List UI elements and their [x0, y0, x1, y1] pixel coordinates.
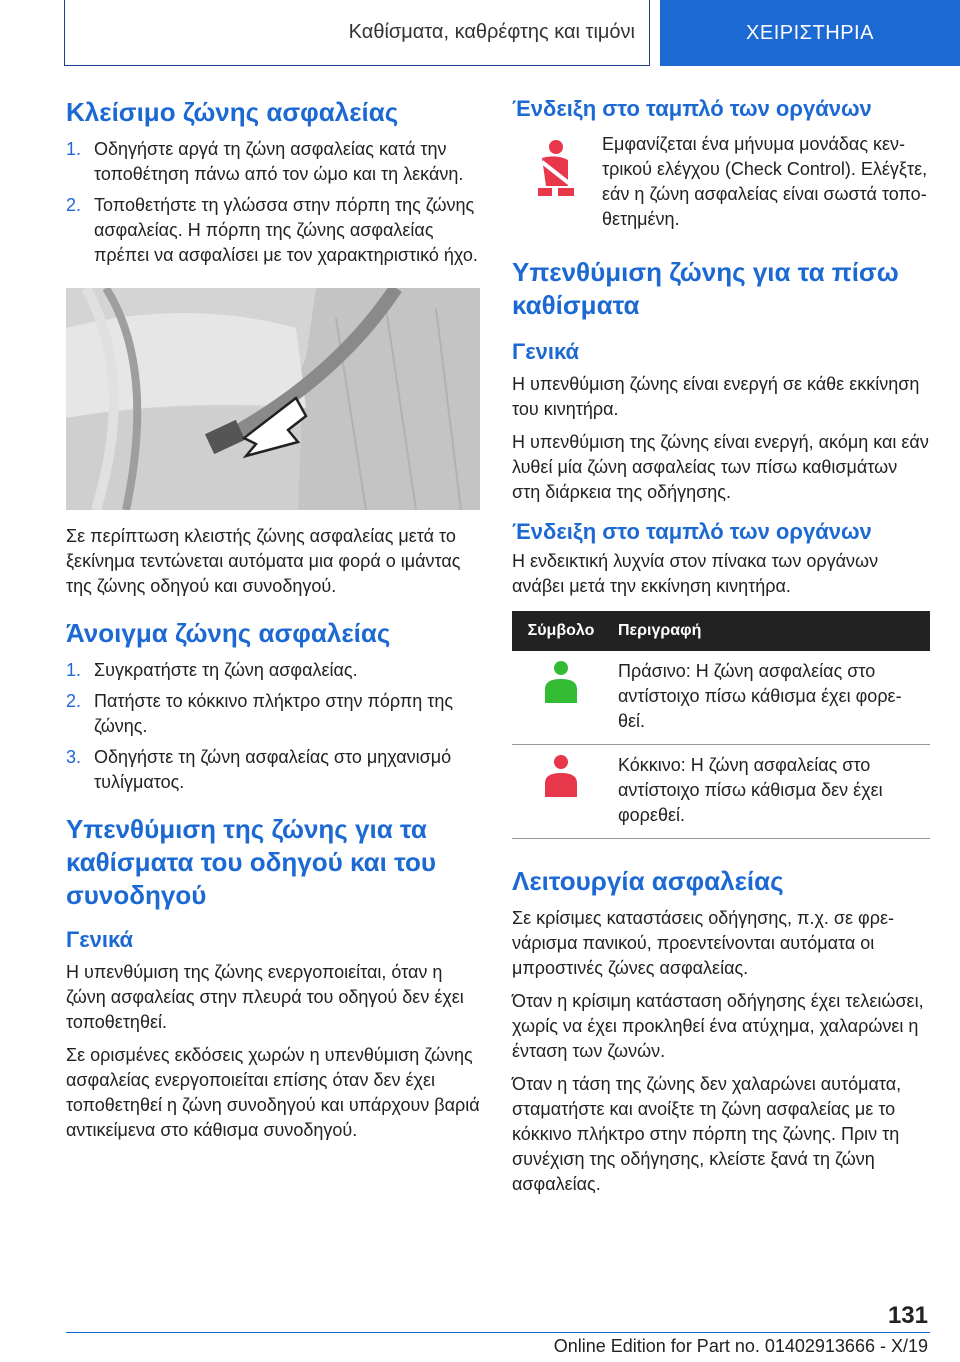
- indicator-text: Εμφανίζεται ένα μήνυμα μονάδας κεντρικού ελέγχου (Check Control). Ελέγξτε, εάν η ζώνη ασφαλείας είναι σωστά τοποθετημένη.: [602, 134, 928, 229]
- indicator2-heading: Ένδειξη στο ταμπλό των οργάνων: [512, 519, 872, 544]
- edition-text: Online Edition for Part no. 01402913666 - X/19: [553, 1336, 928, 1356]
- general-paragraph-2: Σε ορισμένες εκδόσεις χωρών η υπενθύμιση ζώνης ασφαλείας ενεργοποιείται επίσης όταν δεν έχει τοποθετηθεί η ζώνη συνοδηγού και υπάρχουν βαριά αντικείμενα στο κάθισμα συνοδηγού.: [66, 1045, 480, 1140]
- open-belt-heading: Άνοιγμα ζώνης ασφαλείας: [66, 618, 391, 648]
- general-heading: Γενικά: [66, 927, 134, 952]
- check-control-notice: [512, 132, 930, 232]
- rear-paragraph-2: Η υπενθύμιση της ζώνης είναι ενεργή, ακόμη και εάν λυθεί μία ζώνη ασφαλείας των πίσω καθισμάτων στη διάρκεια της οδήγησης.: [512, 432, 929, 502]
- indicator2-text: Η ενδεικτική λυχνία στον πίνακα των οργάνων ανάβει μετά την εκκίνηση κινητήρα.: [512, 551, 879, 596]
- safety-paragraph-2: Όταν η κρίσιμη κατάσταση οδήγησης έχει τελειώσει, χωρίς να έχει προκληθεί ένα ατύχημα, χαλαρώνει η ένταση των ζωνών.: [512, 991, 924, 1061]
- right-column: [512, 96, 930, 1205]
- seatbelt-buckle-illustration: [66, 288, 480, 510]
- chapter-title: Καθίσματα, καθρέφτης και τιμόνι: [348, 21, 635, 43]
- green-seat-occupant-icon: [541, 659, 581, 705]
- list-item: 1. Συγκρατήστε τη ζώνη ασφαλείας.: [66, 660, 358, 680]
- rear-general-heading: Γενικά: [512, 339, 580, 364]
- red-seat-occupant-icon: [541, 753, 581, 799]
- list-item: 2. Πατήστε το κόκκινο πλήκτρο στην πόρπη της ζώνης.: [66, 691, 454, 736]
- symbol-column-header: Σύμβολο: [512, 611, 610, 651]
- fasten-belt-heading: Κλείσιμο ζώνης ασφαλείας: [66, 97, 399, 127]
- chapter-tab: [64, 0, 650, 66]
- general-paragraph-1: Η υπενθύμιση της ζώνης ενεργοποιείται, όταν η ζώνη ασφαλείας στην πλευρά του οδηγού δεν έχει τοποθετηθεί.: [66, 962, 464, 1032]
- description-column-header: Περιγραφή: [610, 611, 930, 651]
- rear-paragraph-1: Η υπενθύμιση ζώνης είναι ενεργή σε κάθε εκκίνηση του κινητήρα.: [512, 374, 920, 419]
- indicator-heading: Ένδειξη στο ταμπλό των οργάνων: [512, 96, 872, 121]
- front-reminder-heading: Υπενθύμιση της ζώνης για τα καθίσματα του οδηγού και του συνοδηγού: [66, 814, 436, 910]
- red-row-description: Κόκκινο: Η ζώνη ασφαλείας στο αντίστοιχο πίσω κάθισμα δεν έχει φορεθεί.: [610, 745, 930, 839]
- table-header-row: [512, 611, 930, 651]
- fasten-steps-list: [66, 137, 480, 268]
- page-number: 131: [887, 1302, 928, 1329]
- safety-paragraph-1: Σε κρίσιμες καταστάσεις οδήγησης, π.χ. σε φρενάρισμα πανικού, προεντείνονται αυτόματα οι μπροστινές ζώνες ασφαλείας.: [512, 908, 894, 978]
- left-column: [66, 96, 480, 1151]
- list-item: 1. Οδηγήστε αργά τη ζώνη ασφαλείας κατά την τοποθέτηση πάνω από τον ώμο και τη λεκάνη.: [66, 139, 464, 184]
- list-item: 2. Τοποθετήστε τη γλώσσα στην πόρπη της ζώνης ασφαλείας. Η πόρπη της ζώνης ασφαλείας πρέπει να ασφαλίσει με τον χαρακτηριστικό ήχο.: [66, 195, 478, 265]
- table-row: [512, 745, 930, 839]
- rear-reminder-heading: Υπενθύμιση ζώνης για τα πίσω καθίσματα: [512, 257, 899, 320]
- green-row-description: Πράσινο: Η ζώνη ασφαλείας στο αντίστοιχο πίσω κάθισμα έχει φορεθεί.: [610, 651, 930, 745]
- seat-illustration-svg: [66, 288, 480, 510]
- footer-divider: [66, 1332, 930, 1333]
- list-item: 3. Οδηγήστε τη ζώνη ασφαλείας στο μηχανισμό τυλίγματος.: [66, 747, 452, 792]
- safety-paragraph-3: Όταν η τάση της ζώνης δεν χαλαρώνει αυτόματα, σταματήστε και ανοίξτε τη ζώνη ασφαλείας με το κόκκινο πλήκτρο στην πόρπη της ζώνης. Πριν τη συνέχιση της οδήγησης, κλείστε ξανά τη ζώνη ασφαλείας.: [512, 1074, 902, 1194]
- page-header: [0, 0, 960, 66]
- open-steps-list: [66, 658, 480, 795]
- seatbelt-warning-icon: [532, 138, 580, 200]
- safety-function-heading: Λειτουργία ασφαλείας: [512, 866, 784, 896]
- section-tab: [660, 0, 960, 66]
- figure-caption: Σε περίπτωση κλειστής ζώνης ασφαλείας μετά το ξεκίνημα τεντώνεται αυτόματα μια φορά ο ιμάντας της ζώνης οδηγού και συνοδηγού.: [66, 526, 461, 596]
- indicator-table: [512, 611, 930, 839]
- section-title: ΧΕΙΡΙΣΤΗΡΙΑ: [746, 21, 874, 44]
- table-row: [512, 651, 930, 745]
